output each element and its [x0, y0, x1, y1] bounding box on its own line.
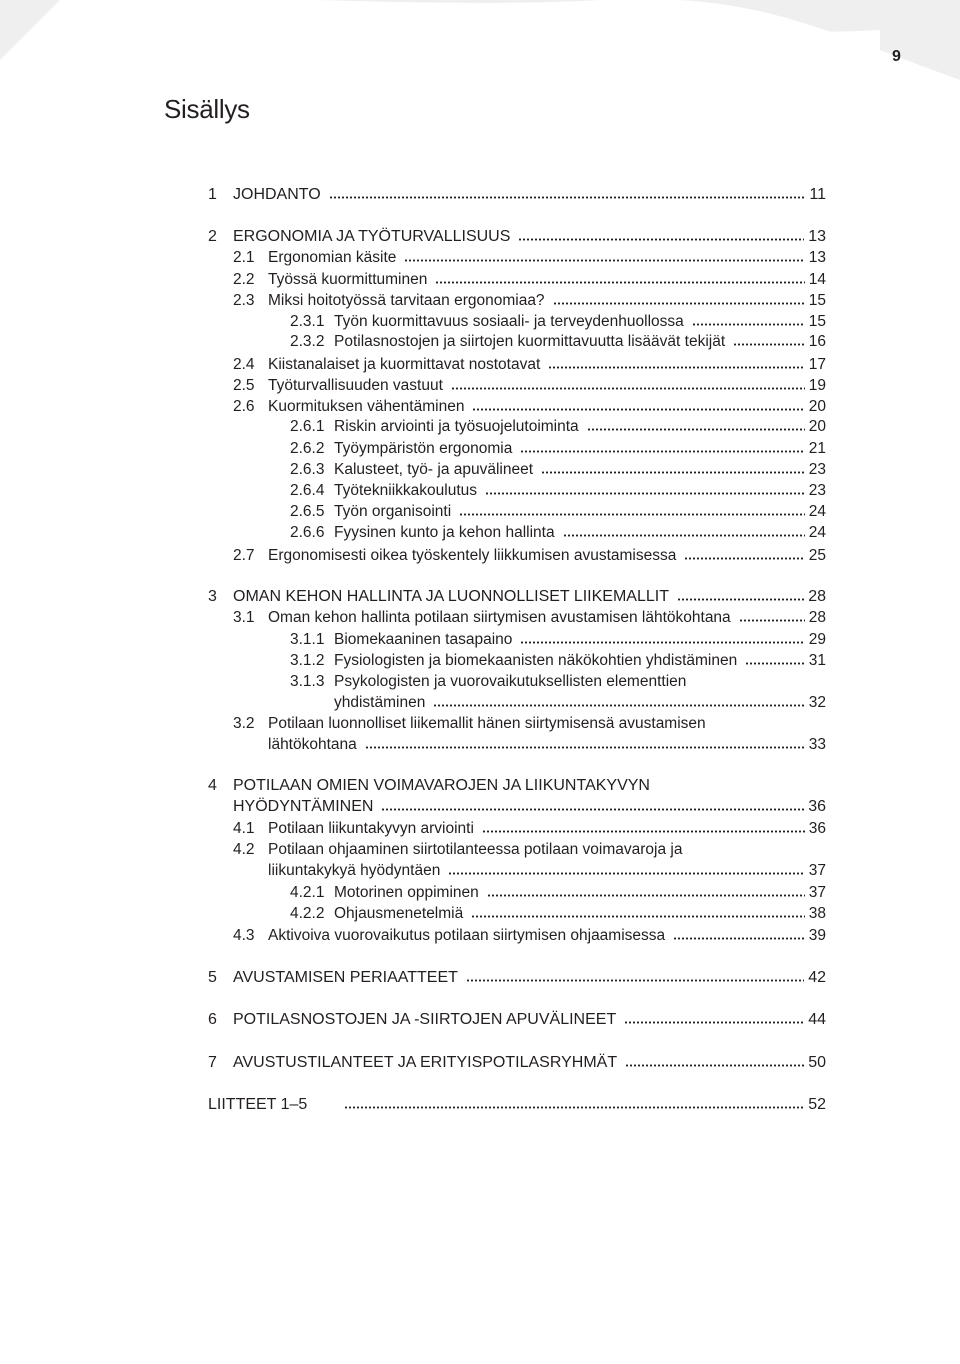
toc-entry-page: 37: [808, 884, 826, 901]
dot-leader: [435, 281, 804, 284]
toc-entry[interactable]: [0, 396, 960, 418]
page-title: Sisällys: [164, 94, 250, 124]
toc-entry[interactable]: [0, 290, 960, 312]
toc-entry-number: 3.2: [233, 715, 255, 732]
toc-entry-title: ERGONOMIA JA TYÖTURVALLISUUS: [233, 228, 511, 245]
toc-entry[interactable]: [0, 226, 960, 248]
toc-entry-number: 2.2: [233, 271, 255, 288]
toc-entry[interactable]: [0, 671, 960, 714]
toc-entry-number: 2.6.6: [290, 524, 325, 541]
toc-entry-title: Fysiologisten ja biomekaanisten näkökohtien yhdistäminen: [334, 652, 738, 669]
toc-entry-title: LIITTEET 1–5: [208, 1096, 308, 1113]
toc-entry[interactable]: [0, 882, 960, 904]
toc-entry-number: 2.3.2: [290, 333, 325, 350]
toc-entry-title: Oman kehon hallinta potilaan siirtymisen avustamisen lähtökohtana: [268, 609, 731, 626]
toc-entry-title: Kuormituksen vähentäminen: [268, 398, 465, 415]
toc-entry-title: Ergonomian käsite: [268, 249, 397, 266]
toc-entry[interactable]: [0, 818, 960, 840]
dot-leader: [733, 343, 805, 346]
dot-leader: [673, 937, 805, 940]
toc-entry-number: 3.1.1: [290, 631, 325, 648]
toc-entry-number: 2.6.3: [290, 461, 325, 478]
toc-entry-page: 52: [808, 1096, 826, 1113]
toc-entry-title-continued: liikuntakykyä hyödyntäen: [268, 862, 441, 879]
dot-leader: [563, 534, 805, 537]
dot-leader: [329, 196, 806, 199]
toc-entry[interactable]: [0, 354, 960, 376]
dot-leader: [553, 302, 805, 305]
dot-leader: [365, 746, 805, 749]
toc-entry[interactable]: [0, 1094, 960, 1116]
toc-entry-number: 4: [208, 777, 217, 794]
toc-entry-number: 1: [208, 186, 217, 203]
dot-leader: [625, 1064, 804, 1067]
toc-entry-title: Kalusteet, työ- ja apuvälineet: [334, 461, 534, 478]
toc-entry[interactable]: [0, 331, 960, 353]
toc-entry-number: 4.1: [233, 820, 255, 837]
dot-leader: [677, 598, 804, 601]
toc-entry[interactable]: [0, 480, 960, 502]
toc-entry-page: 25: [808, 547, 826, 564]
toc-entry[interactable]: [0, 839, 960, 882]
toc-entry-number: 4.3: [233, 927, 255, 944]
toc-entry-page: 36: [808, 798, 826, 815]
toc-entry-title: Työympäristön ergonomia: [334, 440, 513, 457]
toc-entry-number: 3.1: [233, 609, 255, 626]
toc-entry-page: 50: [808, 1054, 826, 1071]
toc-entry[interactable]: [0, 1052, 960, 1074]
toc-entry-title: Ohjausmenetelmiä: [334, 905, 464, 922]
dot-leader: [587, 428, 805, 431]
dot-leader: [404, 259, 804, 262]
toc-entry-number: 4.2.2: [290, 905, 325, 922]
toc-entry-title: Psykologisten ja vuorovaikutuksellisten elementtien: [334, 673, 687, 690]
toc-entry-page: 24: [808, 524, 826, 541]
toc-entry-title: Työturvallisuuden vastuut: [268, 377, 443, 394]
toc-entry-title: OMAN KEHON HALLINTA JA LUONNOLLISET LIIKEMALLIT: [233, 588, 669, 605]
toc-entry[interactable]: [0, 629, 960, 651]
toc-entry-page: 29: [808, 631, 826, 648]
toc-entry-page: 24: [808, 503, 826, 520]
toc-entry-title: POTILAAN OMIEN VOIMAVAROJEN JA LIIKUNTAKYVYN: [233, 777, 650, 794]
toc-entry[interactable]: [0, 650, 960, 672]
toc-entry[interactable]: [0, 416, 960, 438]
dot-leader: [451, 387, 805, 390]
toc-entry-number: 3.1.2: [290, 652, 325, 669]
dot-leader: [624, 1021, 804, 1024]
toc-entry[interactable]: [0, 586, 960, 608]
toc-entry[interactable]: [0, 438, 960, 460]
toc-entry-page: 21: [808, 440, 826, 457]
toc-entry-title: Työssä kuormittuminen: [268, 271, 428, 288]
toc-entry-page: 17: [808, 356, 826, 373]
toc-entry-page: 23: [808, 482, 826, 499]
dot-leader: [745, 662, 805, 665]
toc-entry-page: 19: [808, 377, 826, 394]
toc-entry-title: Työn organisointi: [334, 503, 452, 520]
dot-leader: [471, 915, 805, 918]
toc-entry[interactable]: [0, 269, 960, 291]
toc-entry-number: 2.6.4: [290, 482, 325, 499]
toc-entry-page: 37: [808, 862, 826, 879]
dot-leader: [541, 471, 805, 474]
dot-leader: [482, 830, 805, 833]
toc-entry-number: 2.3: [233, 292, 255, 309]
toc-entry-page: 23: [808, 461, 826, 478]
toc-entry-page: 31: [808, 652, 826, 669]
toc-entry[interactable]: [0, 775, 960, 818]
toc-entry-page: 11: [809, 186, 826, 203]
toc-entry[interactable]: [0, 247, 960, 269]
toc-entry[interactable]: [0, 459, 960, 481]
toc-entry-number: 4.2.1: [290, 884, 325, 901]
toc-entry-page: 28: [808, 609, 826, 626]
toc-entry-number: 2.6.1: [290, 418, 325, 435]
toc-entry-page: 39: [808, 927, 826, 944]
toc-entry-title-continued: yhdistäminen: [334, 694, 426, 711]
toc-entry-title: Potilaan ohjaaminen siirtotilanteessa potilaan voimavaroja ja: [268, 841, 683, 858]
dot-leader: [692, 323, 805, 326]
toc-entry-number: 5: [208, 969, 217, 986]
page-number: 9: [892, 48, 901, 65]
toc-entry-title: AVUSTUSTILANTEET JA ERITYISPOTILASRYHMÄT: [233, 1054, 618, 1071]
toc-entry-number: 7: [208, 1054, 217, 1071]
toc-entry-page: 15: [808, 292, 826, 309]
toc-entry-title: Motorinen oppiminen: [334, 884, 479, 901]
toc-entry-number: 2.6.5: [290, 503, 325, 520]
toc-entry-title: Fyysinen kunto ja kehon hallinta: [334, 524, 555, 541]
toc-entry-number: 3: [208, 588, 217, 605]
toc-entry-page: 14: [808, 271, 826, 288]
toc-entry-page: 33: [808, 736, 826, 753]
toc-entry-title-continued: HYÖDYNTÄMINEN: [233, 798, 374, 815]
toc-entry-number: 2.6.2: [290, 440, 325, 457]
dot-leader: [381, 808, 804, 811]
toc-entry-page: 38: [808, 905, 826, 922]
toc-entry-page: 13: [808, 249, 826, 266]
toc-entry[interactable]: [0, 375, 960, 397]
toc-entry-page: 20: [808, 398, 826, 415]
toc-entry-page: 42: [808, 969, 826, 986]
toc-entry-page: 36: [808, 820, 826, 837]
toc-entry-number: 2: [208, 228, 217, 245]
toc-entry[interactable]: [0, 501, 960, 523]
dot-leader: [466, 979, 804, 982]
toc-entry-title: JOHDANTO: [233, 186, 321, 203]
toc-entry-page: 15: [808, 313, 826, 330]
dot-leader: [518, 238, 804, 241]
toc-entry-title: POTILASNOSTOJEN JA -SIIRTOJEN APUVÄLINEET: [233, 1011, 617, 1028]
toc-entry-title: Kiistanalaiset ja kuormittavat nostotavat: [268, 356, 541, 373]
dot-leader: [520, 641, 804, 644]
dot-leader: [459, 513, 805, 516]
dot-leader: [485, 492, 805, 495]
dot-leader: [433, 704, 804, 707]
toc-entry[interactable]: [0, 967, 960, 989]
dot-leader: [448, 872, 804, 875]
toc-entry-page: 16: [808, 333, 826, 350]
toc-entry-page: 13: [808, 228, 826, 245]
toc-entry[interactable]: [0, 925, 960, 947]
toc-entry-number: 2.3.1: [290, 313, 325, 330]
toc-entry-number: 4.2: [233, 841, 255, 858]
toc-entry[interactable]: [0, 184, 960, 206]
dot-leader: [739, 619, 805, 622]
toc-entry-number: 2.6: [233, 398, 255, 415]
dot-leader: [344, 1106, 804, 1109]
toc-entry-title: Aktivoiva vuorovaikutus potilaan siirtymisen ohjaamisessa: [268, 927, 666, 944]
toc-entry[interactable]: [0, 545, 960, 567]
toc-entry-page: 32: [808, 694, 826, 711]
dot-leader: [548, 366, 805, 369]
toc-entry-title: Potilaan luonnolliset liikemallit hänen siirtymisensä avustamisen: [268, 715, 706, 732]
toc-entry-title: AVUSTAMISEN PERIAATTEET: [233, 969, 458, 986]
toc-entry-number: 6: [208, 1011, 217, 1028]
toc-entry[interactable]: [0, 1009, 960, 1031]
toc-entry-page: 44: [808, 1011, 826, 1028]
toc-entry-title: Biomekaaninen tasapaino: [334, 631, 513, 648]
toc-entry[interactable]: [0, 607, 960, 629]
toc-entry-title: Ergonomisesti oikea työskentely liikkumisen avustamisessa: [268, 547, 677, 564]
toc-entry[interactable]: [0, 311, 960, 333]
toc-entry-number: 3.1.3: [290, 673, 325, 690]
toc-entry-page: 20: [808, 418, 826, 435]
toc-entry-title: Työn kuormittavuus sosiaali- ja terveydenhuollossa: [334, 313, 684, 330]
toc-entry-title: Potilasnostojen ja siirtojen kuormittavuutta lisäävät tekijät: [334, 333, 726, 350]
toc-entry-page: 28: [808, 588, 826, 605]
toc-entry-title: Työtekniikkakoulutus: [334, 482, 478, 499]
toc-entry-title: Miksi hoitotyössä tarvitaan ergonomiaa?: [268, 292, 545, 309]
toc-entry-title: Potilaan liikuntakyvyn arviointi: [268, 820, 474, 837]
toc-entry-number: 2.5: [233, 377, 255, 394]
toc-entry-number: 2.7: [233, 547, 255, 564]
toc-entry[interactable]: [0, 903, 960, 925]
toc-entry-title: Riskin arviointi ja työsuojelutoiminta: [334, 418, 579, 435]
dot-leader: [520, 450, 804, 453]
dot-leader: [487, 894, 805, 897]
toc-entry-title-continued: lähtökohtana: [268, 736, 357, 753]
toc-entry-number: 2.1: [233, 249, 255, 266]
toc-entry-number: 2.4: [233, 356, 255, 373]
toc-entry[interactable]: [0, 713, 960, 756]
toc-entry[interactable]: [0, 522, 960, 544]
dot-leader: [684, 557, 804, 560]
dot-leader: [472, 408, 804, 411]
